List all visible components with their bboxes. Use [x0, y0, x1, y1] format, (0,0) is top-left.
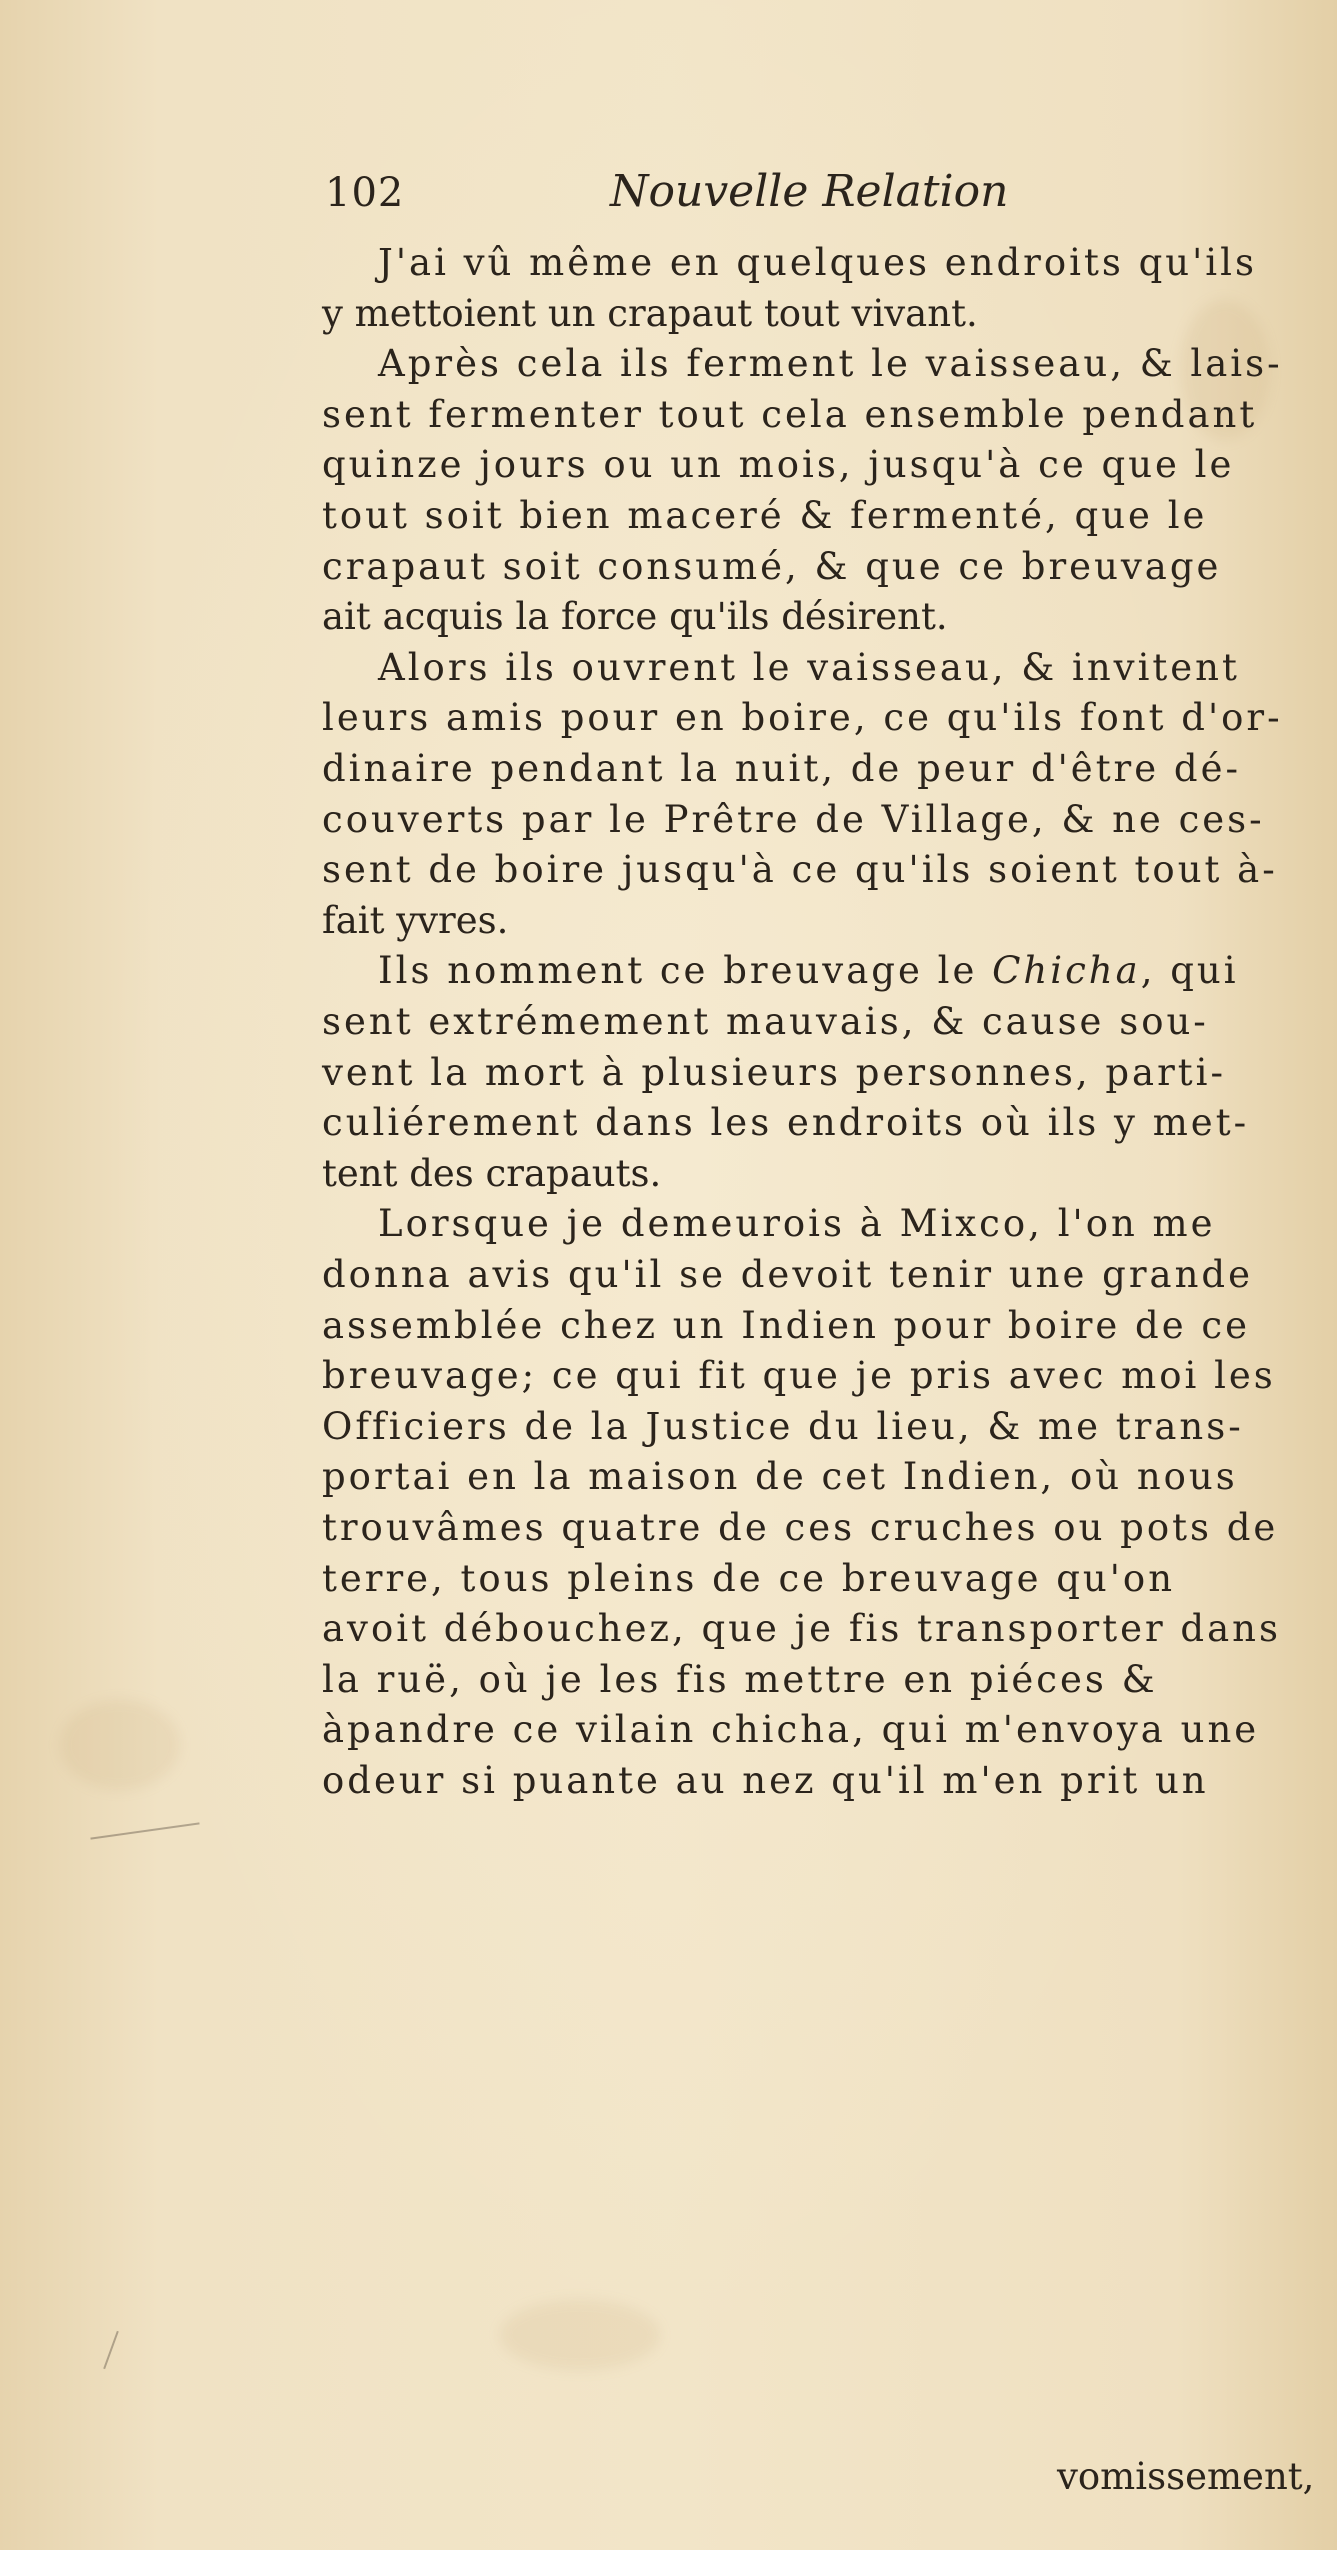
text-line [322, 1604, 1281, 1654]
text-line [322, 1705, 1259, 1755]
catchword: vomissement, [1057, 2455, 1315, 2498]
text-line-content: Alors ils ouvrent le vaisseau, & invitent [378, 645, 1240, 689]
paper-stain [60, 1700, 180, 1790]
text-line-content: J'ai vû même en quelques endroits qu'ils [378, 241, 1257, 284]
text-line [322, 1452, 1238, 1502]
text-line-content: odeur si puante au nez qu'il m'en prit un [322, 1759, 1209, 1802]
text-line [322, 896, 508, 946]
margin-pen-mark [90, 1822, 199, 1839]
text-line-content: àpandre ce vilain chicha, qui m'envoya une [322, 1708, 1260, 1752]
text-line-content: portai en la maison de cet Indien, où nous [322, 1455, 1238, 1499]
text-line-content: fait yvres. [322, 898, 509, 942]
text-line-content: Après cela ils ferment le vaisseau, & lais- [378, 342, 1283, 386]
text-line [322, 542, 1221, 592]
text-line-content: Officiers de la Justice du lieu, & me trans- [322, 1404, 1244, 1448]
text-line [322, 289, 978, 339]
text-line-content: crapaut soit consumé, & que ce breuvage [322, 544, 1222, 588]
text-line-content: quinze jours ou un mois, jusqu'à ce que le [322, 443, 1235, 487]
italic-term: Chicha [992, 949, 1141, 993]
text-line [322, 1351, 1276, 1401]
text-line-content: Ils nomment ce breuvage le [378, 949, 993, 993]
text-line-content: culiérement dans les endroits où ils y met- [322, 1101, 1250, 1145]
text-line [378, 643, 1240, 693]
page-header [325, 166, 1025, 230]
text-line [322, 1554, 1175, 1604]
text-line [322, 744, 1241, 794]
text-line-content: ait acquis la force qu'ils désirent. [322, 595, 948, 639]
text-line [322, 1149, 661, 1199]
text-line [322, 592, 948, 642]
text-line-content: y mettoient un crapaut tout vivant. [322, 291, 978, 335]
text-line [322, 440, 1234, 490]
text-line [322, 1655, 1158, 1705]
text-line [322, 390, 1257, 440]
text-line [322, 1048, 1226, 1098]
text-line [322, 1250, 1253, 1300]
text-line [322, 795, 1265, 845]
text-line-content: vent la mort à plusieurs personnes, parti- [322, 1050, 1226, 1094]
text-line-content: sent de boire jusqu'à ce qu'ils soient tout à- [322, 848, 1278, 892]
text-line-content: tent des crapauts. [322, 1151, 662, 1195]
running-head: Nouvelle Relation [610, 166, 1009, 217]
text-line [378, 339, 1283, 389]
text-line [322, 491, 1207, 541]
text-line [378, 946, 1239, 996]
text-line-content: la ruë, où je les fis mettre en piéces & [322, 1657, 1158, 1701]
page-number: 102 [325, 170, 405, 216]
text-line [378, 1199, 1216, 1249]
text-line [378, 238, 1257, 288]
text-line-content: sent extrémement mauvais, & cause sou- [322, 1000, 1209, 1043]
text-line-content: breuvage; ce qui fit que je pris avec moi les [322, 1354, 1276, 1398]
text-line [322, 693, 1283, 743]
text-line-content: assemblée chez un Indien pour boire de ce [322, 1303, 1251, 1347]
text-line [322, 1503, 1278, 1553]
paper-stain [500, 2300, 660, 2370]
text-line-content: Lorsque je demeurois à Mixco, l'on me [378, 1202, 1216, 1246]
margin-pen-mark [103, 2331, 119, 2369]
text-line [322, 997, 1209, 1047]
text-line-content: tout soit bien maceré & fermenté, que le [322, 494, 1208, 537]
text-line-content: sent fermenter tout cela ensemble pendant [322, 392, 1258, 436]
text-line-content: avoit débouchez, que je fis transporter dans [322, 1607, 1281, 1651]
text-line [322, 845, 1278, 895]
text-line-content: dinaire pendant la nuit, de peur d'être dé- [322, 747, 1241, 790]
text-line-content: leurs amis pour en boire, ce qu'ils font d'or- [322, 696, 1283, 740]
text-line-content: couverts par le Prêtre de Village, & ne ces- [322, 797, 1265, 841]
text-line [322, 1301, 1250, 1351]
text-line [322, 1756, 1209, 1806]
text-line [322, 1402, 1244, 1452]
text-line [322, 1098, 1249, 1148]
text-line-content: terre, tous pleins de ce breuvage qu'on [322, 1556, 1176, 1600]
text-line-continuation: , qui [1140, 949, 1239, 993]
text-line-content: donna avis qu'il se devoit tenir une grande [322, 1253, 1254, 1296]
text-line-content: trouvâmes quatre de ces cruches ou pots de [322, 1506, 1279, 1549]
